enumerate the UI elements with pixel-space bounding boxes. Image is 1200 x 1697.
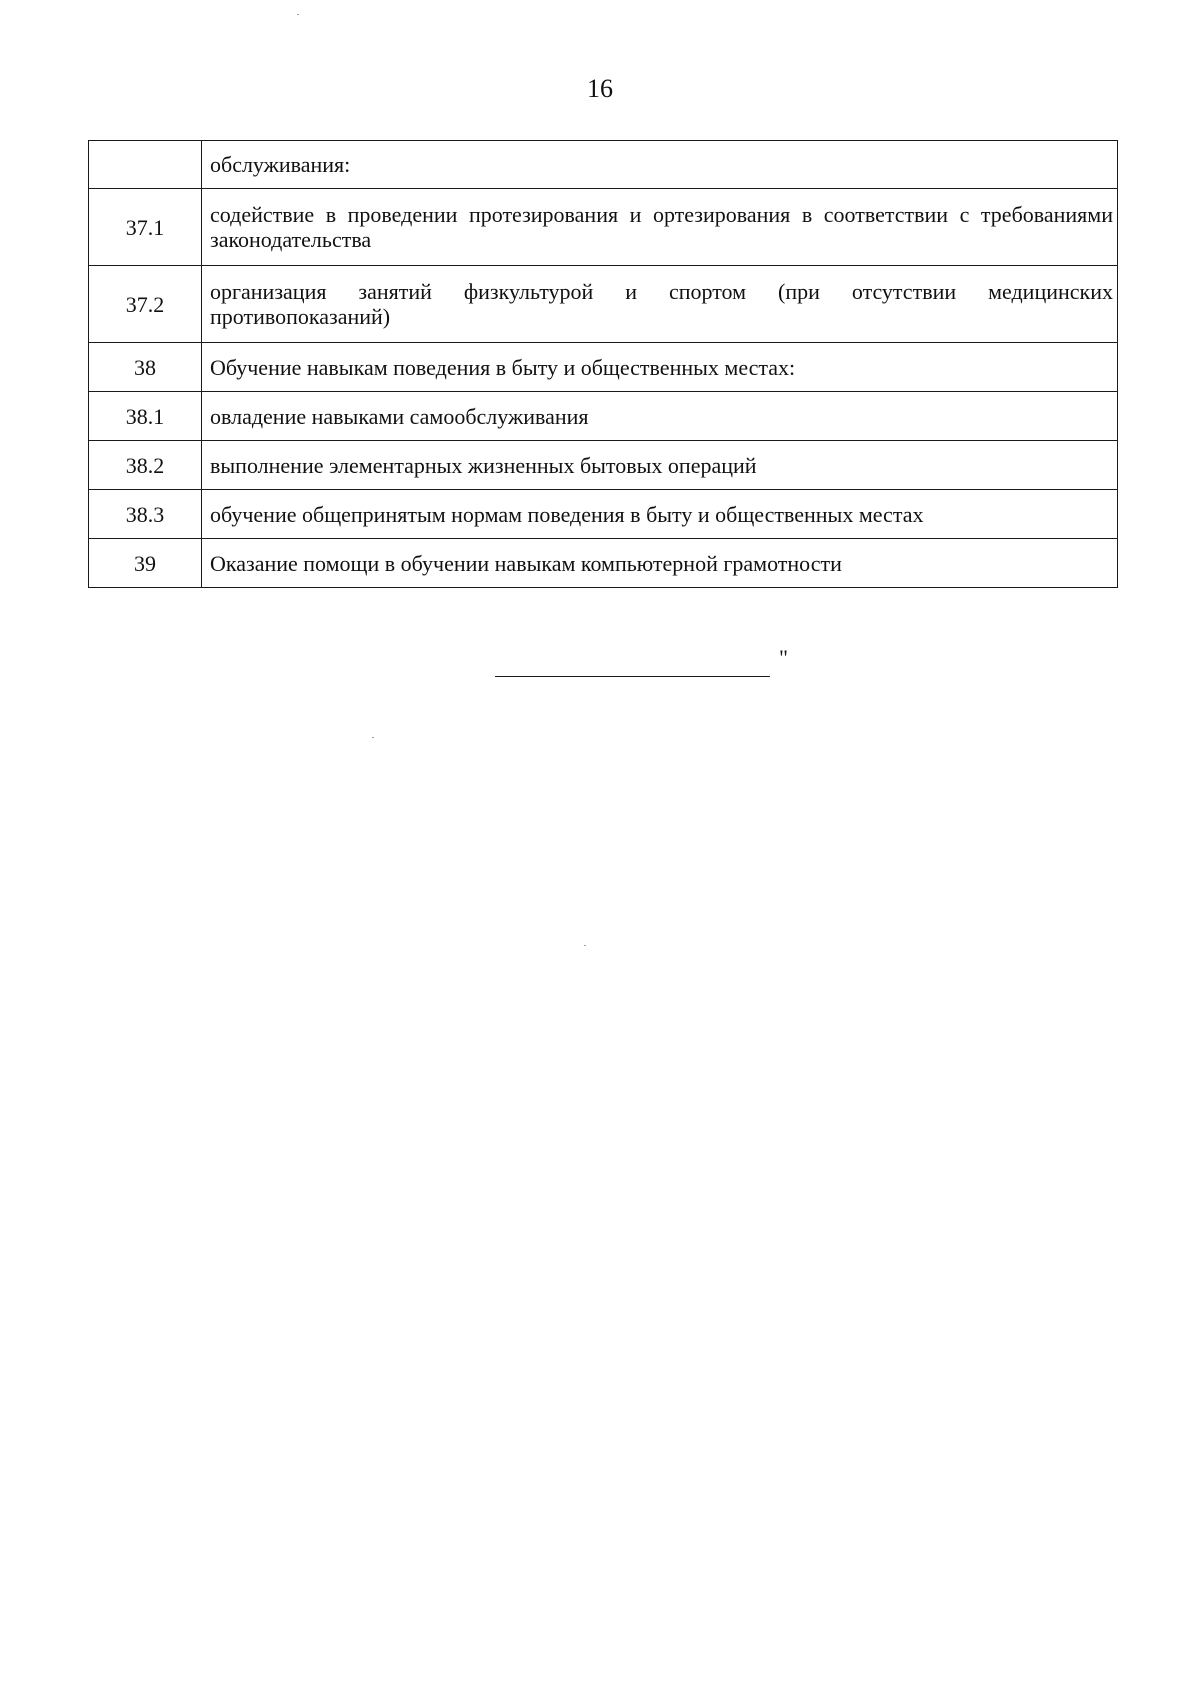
table-row	[89, 490, 1118, 539]
row-text: содействие в проведении протезирования и ортезирования в соответствии с требованиями законодательства	[202, 189, 1118, 266]
scan-speck	[297, 14, 299, 15]
scan-speck	[584, 945, 586, 946]
row-text: выполнение элементарных жизненных бытовых операций	[202, 441, 1118, 490]
row-text: обучение общепринятым нормам поведения в быту и общественных местах	[202, 490, 1118, 539]
table-row	[89, 141, 1118, 189]
table-row	[89, 539, 1118, 588]
row-text: Обучение навыкам поведения в быту и общественных местах:	[202, 343, 1118, 392]
row-number: 38.2	[89, 441, 202, 490]
page-number: 16	[587, 74, 613, 103]
row-number: 37.2	[89, 266, 202, 343]
row-number	[89, 141, 202, 189]
row-text: Оказание помощи в обучении навыкам компьютерной грамотности	[202, 539, 1118, 588]
row-text: обслуживания:	[202, 141, 1118, 189]
closing-quote-mark: "	[779, 645, 788, 670]
table-row	[89, 392, 1118, 441]
table-row	[89, 189, 1118, 266]
row-text: организация занятий физкультурой и спортом (при отсутствии медицинских противопоказаний)	[202, 266, 1118, 343]
row-text: овладение навыками самообслуживания	[202, 392, 1118, 441]
row-number: 38.3	[89, 490, 202, 539]
services-table	[88, 140, 1118, 588]
row-number: 38.1	[89, 392, 202, 441]
table-row	[89, 266, 1118, 343]
scan-speck	[372, 737, 374, 738]
table-row	[89, 343, 1118, 392]
row-number: 38	[89, 343, 202, 392]
row-number: 37.1	[89, 189, 202, 266]
row-number: 39	[89, 539, 202, 588]
table-row	[89, 441, 1118, 490]
closing-rule	[495, 676, 770, 677]
